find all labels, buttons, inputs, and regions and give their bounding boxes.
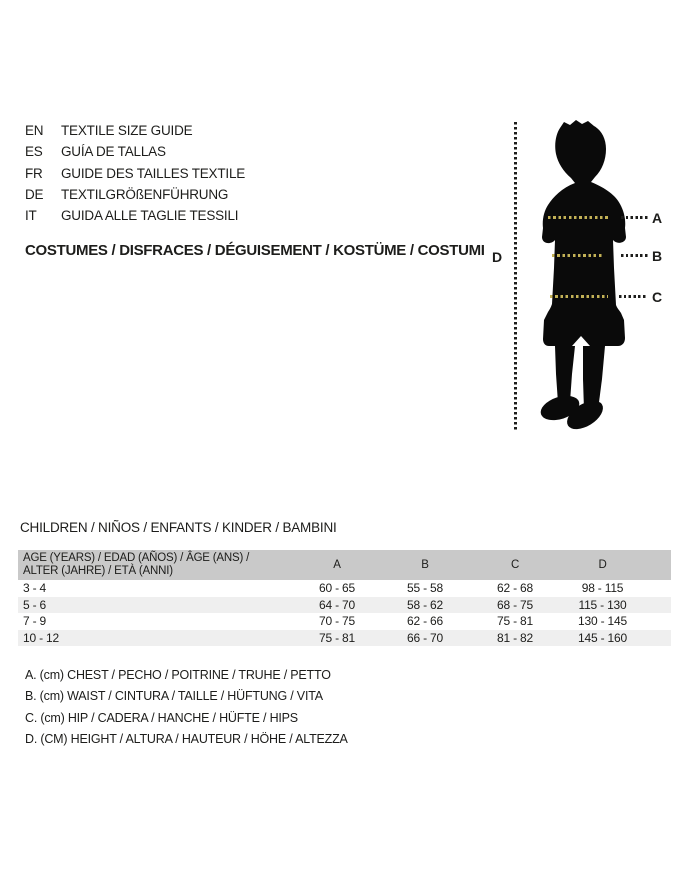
legend-item-chest: A. (cm) CHEST / PECHO / POITRINE / TRUHE / PETTO <box>25 668 331 682</box>
hip-cell: 68 - 75 <box>497 597 533 612</box>
hip-cell: 75 - 81 <box>497 614 533 629</box>
silhouette-body-shape <box>542 120 626 346</box>
chest-cell: 64 - 70 <box>319 597 355 612</box>
list-item <box>25 120 245 141</box>
list-item <box>25 141 245 162</box>
hip-cell: 62 - 68 <box>497 581 533 596</box>
column-header-a: A <box>333 559 341 571</box>
hip-cell: 81 - 82 <box>497 630 533 645</box>
child-silhouette-icon <box>518 118 658 436</box>
section-title-children: CHILDREN / NIÑOS / ENFANTS / KINDER / BAMBINI <box>20 520 337 535</box>
language-label: TEXTILGRÖßENFÜHRUNG <box>61 186 229 202</box>
age-header-line1: AGE (YEARS) / EDAD (AÑOS) / ÂGE (ANS) / <box>23 551 250 564</box>
column-header-d: D <box>598 559 607 571</box>
waist-measure-line <box>552 254 603 257</box>
table-row <box>18 597 671 614</box>
age-cell: 7 - 9 <box>23 614 47 629</box>
language-label: GUIDA ALLE TAGLIE TESSILI <box>61 208 239 224</box>
age-header-line2: ALTER (JAHRE) / ETÀ (ANNI) <box>23 565 173 577</box>
age-cell: 10 - 12 <box>23 630 59 645</box>
chest-cell: 75 - 81 <box>319 630 355 645</box>
language-guide-list <box>25 120 245 226</box>
waist-cell: 66 - 70 <box>407 630 443 645</box>
hip-leader-line <box>619 295 646 298</box>
language-label: GUIDE DES TAILLES TEXTILE <box>61 165 246 181</box>
size-table-header-row <box>18 550 671 580</box>
language-code: DE <box>25 186 44 202</box>
height-cell: 98 - 115 <box>581 581 624 596</box>
legend-item-height: D. (CM) HEIGHT / ALTURA / HAUTEUR / HÖHE / ALTEZZA <box>25 732 348 747</box>
language-code: FR <box>25 165 43 181</box>
height-cell: 115 - 130 <box>578 597 627 612</box>
table-row <box>18 580 671 597</box>
language-label: GUÍA DE TALLAS <box>61 144 166 160</box>
height-cell: 130 - 145 <box>578 614 627 629</box>
chest-cell: 70 - 75 <box>319 614 355 629</box>
measurement-legend <box>25 665 348 751</box>
waist-measure-label: B <box>652 248 663 264</box>
chest-measure-label: A <box>652 210 663 226</box>
legend-item-hip: C. (cm) HIP / CADERA / HANCHE / HÜFTE / HIPS <box>25 710 298 725</box>
height-cell: 145 - 160 <box>578 630 627 645</box>
height-measure-line <box>514 122 517 432</box>
hip-measure-line <box>550 295 608 298</box>
legend-item-waist: B. (cm) WAIST / CINTURA / TAILLE / HÜFTUNG / VITA <box>25 689 323 704</box>
list-item <box>25 205 245 226</box>
chest-measure-line <box>548 216 608 219</box>
column-header-b: B <box>421 559 429 571</box>
waist-leader-line <box>621 254 648 257</box>
age-cell: 5 - 6 <box>23 597 47 612</box>
child-silhouette-figure <box>518 118 658 436</box>
language-code: IT <box>25 208 37 224</box>
silhouette-right-leg-shape <box>583 346 605 410</box>
waist-cell: 55 - 58 <box>407 581 443 596</box>
list-item <box>25 163 245 184</box>
silhouette-left-leg-shape <box>555 346 575 403</box>
table-row <box>18 630 671 647</box>
age-cell: 3 - 4 <box>23 581 47 596</box>
chest-cell: 60 - 65 <box>319 581 355 596</box>
language-label: TEXTILE SIZE GUIDE <box>61 123 193 138</box>
language-code: EN <box>25 123 44 138</box>
language-code: ES <box>25 144 43 160</box>
chest-leader-line <box>621 216 648 219</box>
size-table <box>18 550 671 646</box>
age-column-header <box>18 552 294 579</box>
height-measure-label: D <box>492 249 503 265</box>
list-item <box>25 184 245 205</box>
category-title: COSTUMES / DISFRACES / DÉGUISEMENT / KOSTÜME / COSTUMI <box>25 242 485 259</box>
column-header-c: C <box>510 559 520 571</box>
waist-cell: 58 - 62 <box>407 597 443 612</box>
waist-cell: 62 - 66 <box>407 614 443 629</box>
table-row <box>18 613 671 630</box>
hip-measure-label: C <box>652 289 663 305</box>
